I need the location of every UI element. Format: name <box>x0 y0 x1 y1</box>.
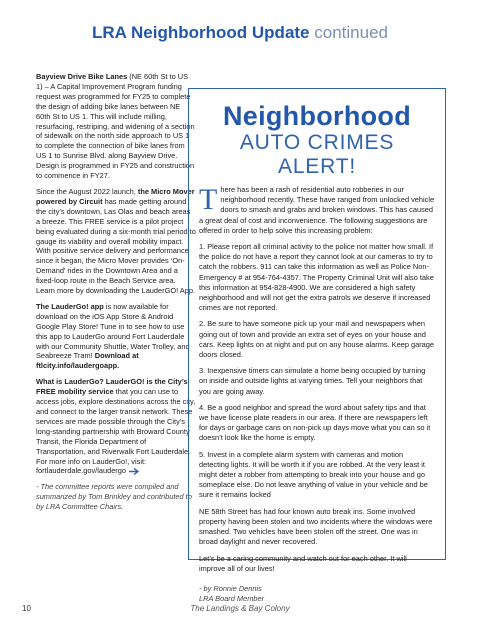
signature-role: LRA Board Member <box>199 594 265 604</box>
micro-mover-bold: the Micro Mover powered by Circuit <box>36 186 195 206</box>
what-is-laudergo-bold: What is LauderGo? LauderGO! is the City’s FREE mobility service <box>36 377 188 397</box>
tip-item: 3. Inexpensive timers can simulate a home being occupied by turning on inside and outside lights at varying times. Tell your neighbors that you are going away. <box>199 366 426 396</box>
page-header <box>0 22 480 44</box>
micro-mover-paragraph <box>36 187 196 296</box>
tip-item: 2. Be sure to have someone pick up your mail and newspapers when going out of town and provide an extra set of eyes on your house and cars. Keep lights on at night and put on any house alarms. Keep garage doors closed. <box>199 319 435 360</box>
micro-mover-text-c: has made getting around the city’s downtown, Las Olas and beach areas a breeze. This FREE service is a pilot project being evaluated during a six-month trial period to gauge its viability and overall mobility impact. With positive service delivery and performance since it began, the Micro Mover provides ‘On-Demand’ rides in the Downtown Area and a fixed-loop route in the Beach Service area. Learn more by downloading the LauderGO! App. <box>36 196 196 296</box>
bike-lanes-paragraph <box>36 72 196 181</box>
page-number: 10 <box>22 604 31 613</box>
header-title: LRA Neighborhood Update <box>92 23 310 42</box>
tip-item: 5. Invest in a complete alarm system with cameras and motion detecting lights. It will be worth it if you are robbed. At the very least it might deter a robber from attempting to break into your house and go someplace else. Do not leave anything of value in your vehicle and be sure it remains locked <box>199 449 428 500</box>
what-is-laudergo-paragraph <box>36 377 196 476</box>
box-subtitle: AUTO CRIMES ALERT! <box>239 131 395 178</box>
header-continued: continued <box>314 23 388 42</box>
bike-lanes-title: Bayview Drive Bike Lanes <box>36 72 128 81</box>
laudergo-download-link[interactable]: Download at ftlcity.info/laudergoapp. <box>36 351 139 371</box>
ne-58th-paragraph: NE 58th Street has had four known auto break ins. Some involved property having been stolen and two incidents where the windows were smashed. Two vehicles have been stolen off the street. One was in broad daylight and never recovered. <box>199 506 433 547</box>
closing-paragraph: Let’s be a caring community and watch out for each other. It will improve all of our lives! <box>199 553 407 573</box>
auto-crimes-alert-box <box>188 88 446 604</box>
laudergo-app-paragraph <box>36 302 196 371</box>
laudergo-app-body: is now available for download on the iOS App Store & Android Google Play Store! Tune in to see how to use this app to LauderGo around Fort Lauderdale with our Community Shuttle, Water Trolley, and Seabreeze Tram! <box>36 301 190 361</box>
box-title: Neighborhood <box>222 101 412 131</box>
committee-note: - The committee reports were compiled and summarized by Tom Brinkley and contributed to by LRA Committee Chairs. <box>36 482 192 512</box>
signature <box>199 584 435 604</box>
bike-lanes-body: (NE 60th St to US 1) – A Capital Improvement Program funding request was programmed for FY25 to complete the design of adding bike lanes between NE 60th St to US 1. This will include milling, resurfacing, restriping, and widening of a section of sidewalk on the north side approach to US 1 to complete the connection of bike lanes from US 1 to Sunrise Blvd. along Bayview Drive. Design is programmed in FY25 and construction to commence in FY27. <box>36 72 195 181</box>
dropcap: T <box>199 183 218 216</box>
intro-text: here has been a rash of residential auto robberies in our neighborhood recently. These have ranged from unlocked vehicle doors to smash and grabs and broken windows. This has caused a great deal of cost and inconvenience. The following suggestions are offered in order to help solve this increasing problem: <box>199 185 435 235</box>
publication-name: The Landings & Bay Colony <box>190 604 290 613</box>
laudergo-app-bold: The LauderGo! app <box>36 301 104 311</box>
tip-item: 1. Please report all criminal activity to the police not matter how small. If the police do not have a report they cannot look at our cameras to try to catch the robbers. 911 can take this information as well as Police Non-Emergency # at 954-764-4357. The Property Criminal Unit will also take this information at 954-828-4900. We are considered a high safety neighborhood and will not get the extra patrols we deserve if increased crimes are not reported. <box>199 242 434 313</box>
left-column <box>36 72 196 518</box>
micro-mover-text-a: Since the August 2022 launch, <box>36 186 138 196</box>
tip-item: 4. Be a good neighbor and spread the word about safety tips and that we have license plate readers in our area. If there are newspapers left for days or garbage cans on non-pick up days move what you can so it doesn’t look like the home is empty. <box>199 402 431 443</box>
end-arrow-icon <box>129 468 141 475</box>
what-is-laudergo-body: that you can use to access jobs, explore destinations across the city, and connect to the larger transit network. These services are made possible through the City’s long-standing partnership with Broward County Transit, the Florida Department of Transportation, and Riverwalk Fort Lauderdale. For more info on LauderGo!, visit: fortlauderdale.gov/laudergo <box>36 387 196 476</box>
signature-author: - by Ronnie Dennis <box>199 583 262 593</box>
intro-paragraph <box>199 185 435 236</box>
